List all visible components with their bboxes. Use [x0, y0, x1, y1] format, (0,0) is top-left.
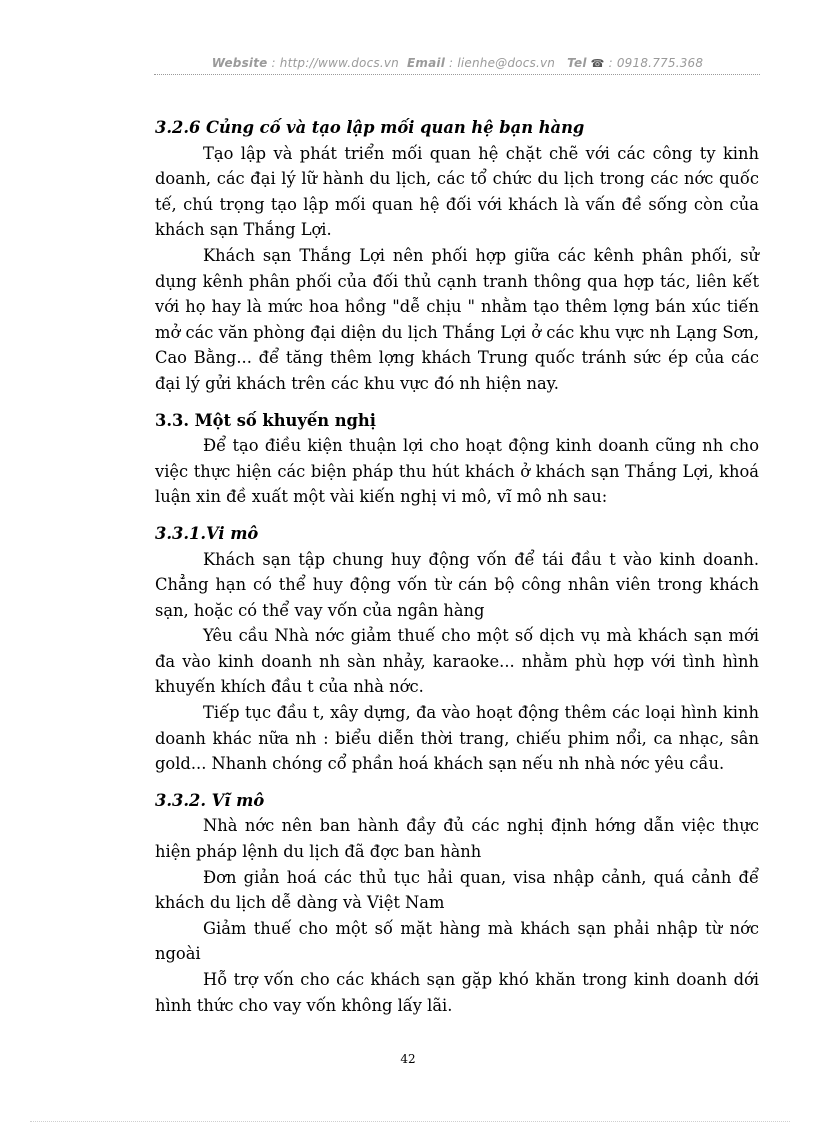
paragraph: Hỗ trợ vốn cho các khách sạn gặp khó khăn trong kinh doanh dới hình thức cho vay vốn không lấy lãi. — [155, 970, 759, 1015]
paragraph: Khách sạn Thắng Lợi nên phối hợp giữa các kênh phân phối, sử dụng kênh phân phối của đối thủ cạnh tranh thông qua hợp tác, liên kết với họ hay là mức hoa hồng "dễ chịu " nhằm tạo thêm lợng bán xúc tiến mở các văn phòng đại diện du lịch Thắng Lợi ở các khu vực nh Lạng Sơn, Cao Bằng... để tăng thêm lợng khách Trung quốc tránh sức ép của các đại lý gửi khách trên các khu vực đó nh hiện nay. — [155, 245, 759, 393]
email-address[interactable]: : lienhe@docs.vn — [445, 56, 556, 70]
heading-3-3: 3.3. Một số khuyến nghị — [155, 410, 376, 430]
footer-divider — [30, 1121, 790, 1122]
paragraph: Tiếp tục đầu t, xây dựng, đa vào hoạt động thêm các loại hình kinh doanh khác nữa nh : biểu diễn thời trang, chiếu phim nổi, ca nhạc, sân gold... Nhanh chóng cổ phần hoá khách sạn nếu nh nhà nớc yêu cầu. — [155, 703, 759, 774]
document-body — [155, 115, 759, 1018]
page-header — [155, 56, 760, 70]
paragraph: Để tạo điều kiện thuận lợi cho hoạt động kinh doanh cũng nh cho việc thực hiện các biện pháp thu hút khách ở khách sạn Thắng Lợi, khoá luận xin đề xuất một vài kiến nghị vi mô, vĩ mô nh sau: — [155, 436, 759, 507]
paragraph: Yêu cầu Nhà nớc giảm thuế cho một số dịch vụ mà khách sạn mới đa vào kinh doanh nh sàn nhảy, karaoke... nhằm phù hợp với tình hình khuyến khích đầu t của nhà nớc. — [155, 626, 759, 697]
paragraph: Giảm thuế cho một số mặt hàng mà khách sạn phải nhập từ nớc ngoài — [155, 918, 759, 964]
website-label: Website — [211, 56, 268, 70]
website-url[interactable]: : http://www.docs.vn — [267, 56, 399, 70]
tel-label: Tel — [567, 56, 587, 70]
email-label: Email — [407, 56, 446, 70]
paragraph: Đơn giản hoá các thủ tục hải quan, visa nhập cảnh, quá cảnh để khách du lịch dễ dàng và Việt Nam — [155, 867, 759, 913]
tel-number: : 0918.775.368 — [604, 56, 704, 70]
paragraph: Tạo lập và phát triển mối quan hệ chặt chẽ với các công ty kinh doanh, các đại lý lữ hành du lịch, các tổ chức du lịch trong các nớc quốc tế, chú trọng tạo lập mối quan hệ đối với khách là vấn đề sống còn của khách sạn Thắng Lợi. — [155, 143, 759, 240]
heading-3-3-2: 3.3.2. Vĩ mô — [155, 790, 265, 810]
paragraph: Khách sạn tập chung huy động vốn để tái đầu t vào kinh doanh. Chẳng hạn có thể huy động vốn từ cán bộ công nhân viên trong khách sạn, hoặc có thể vay vốn của ngân hàng — [155, 549, 759, 620]
paragraph: Nhà nớc nên ban hành đầy đủ các nghị định hớng dẫn việc thực hiện pháp lệnh du lịch đã đợc ban hành — [155, 816, 759, 862]
heading-3-3-1: 3.3.1.Vi mô — [155, 523, 259, 543]
page-number: 42 — [400, 1052, 416, 1066]
phone-icon: ☎ — [590, 57, 605, 70]
header-divider — [154, 74, 760, 75]
heading-3-2-6: 3.2.6 Củng cố và tạo lập mối quan hệ bạn hàng — [155, 118, 585, 137]
